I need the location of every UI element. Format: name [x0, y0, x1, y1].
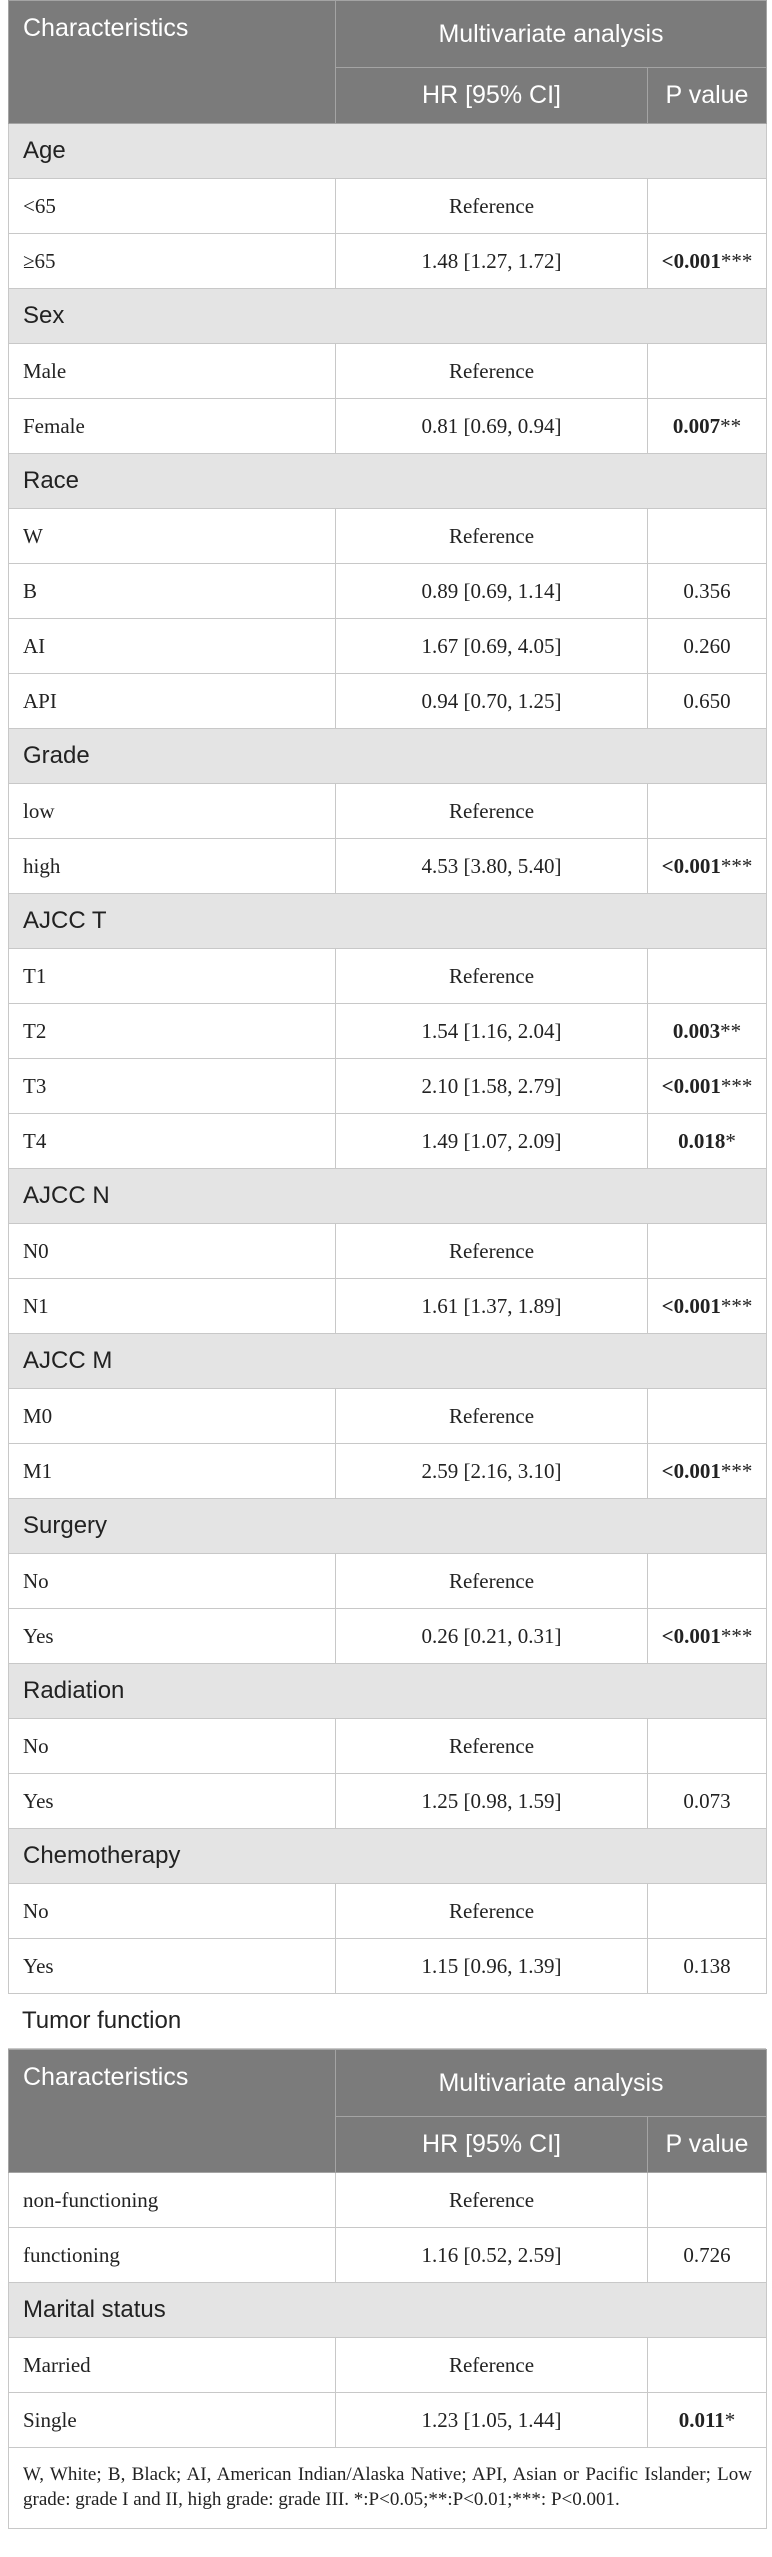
p-value-cell [648, 1554, 767, 1609]
row-label: M1 [9, 1444, 336, 1499]
row-label: T1 [9, 949, 336, 1004]
hazard-ratio-cell: 1.23 [1.05, 1.44] [336, 2393, 648, 2448]
p-value-cell [648, 1939, 767, 1994]
p-value-cell [648, 1059, 767, 1114]
row-label: Yes [9, 1774, 336, 1829]
row-label: B [9, 564, 336, 619]
p-value-cell [648, 234, 767, 289]
p-value-cell [648, 1609, 767, 1664]
hazard-ratio-cell: Reference [336, 1884, 648, 1939]
row-label: Yes [9, 1609, 336, 1664]
p-value: 0.356 [683, 578, 731, 603]
row-label: <65 [9, 179, 336, 234]
section-header: Radiation [9, 1664, 767, 1719]
p-value-cell [648, 344, 767, 399]
row-label: non-functioning [9, 2173, 336, 2228]
table-row [9, 564, 767, 619]
table-row [9, 839, 767, 894]
row-label: Yes [9, 1939, 336, 1994]
hazard-ratio-cell: 1.54 [1.16, 2.04] [336, 1004, 648, 1059]
hazard-ratio-cell: Reference [336, 1224, 648, 1279]
row-label: ≥65 [9, 234, 336, 289]
p-value: 0.003 [672, 1018, 721, 1043]
significance-stars: *** [720, 1073, 753, 1098]
table-row [9, 2173, 767, 2228]
p-value: 0.011 [678, 2407, 725, 2432]
hazard-ratio-cell: Reference [336, 784, 648, 839]
p-value-cell [648, 784, 767, 839]
section-row [9, 124, 767, 179]
p-value-cell [648, 949, 767, 1004]
row-label: high [9, 839, 336, 894]
p-value-cell [648, 1774, 767, 1829]
p-value-cell [648, 2228, 767, 2283]
table-row [9, 674, 767, 729]
header-multivariate: Multivariate analysis [336, 1, 767, 68]
significance-stars: *** [720, 1623, 753, 1648]
significance-stars: *** [720, 248, 753, 273]
p-value-cell [648, 399, 767, 454]
header-hr: HR [95% CI] [336, 68, 648, 124]
multivariate-table-1 [8, 0, 767, 1994]
section-header: AJCC N [9, 1169, 767, 1224]
significance-stars: * [725, 1128, 736, 1153]
hazard-ratio-cell: Reference [336, 344, 648, 399]
row-label: Married [9, 2338, 336, 2393]
section-row [9, 894, 767, 949]
row-label: Single [9, 2393, 336, 2448]
table-row [9, 1004, 767, 1059]
table-row [9, 784, 767, 839]
p-value-cell [648, 2338, 767, 2393]
hazard-ratio-cell: Reference [336, 2173, 648, 2228]
row-label: T3 [9, 1059, 336, 1114]
hazard-ratio-cell: 2.59 [2.16, 3.10] [336, 1444, 648, 1499]
row-label: T2 [9, 1004, 336, 1059]
p-value: <0.001 [661, 1458, 721, 1483]
section-header: AJCC T [9, 894, 767, 949]
section-row [9, 289, 767, 344]
row-label: Female [9, 399, 336, 454]
section-row [9, 729, 767, 784]
hazard-ratio-cell: 1.25 [0.98, 1.59] [336, 1774, 648, 1829]
hazard-ratio-cell: 1.49 [1.07, 2.09] [336, 1114, 648, 1169]
row-label: M0 [9, 1389, 336, 1444]
table-body-1 [9, 124, 767, 1994]
hazard-ratio-cell: Reference [336, 509, 648, 564]
section-header: Marital status [9, 2283, 767, 2338]
p-value-cell [648, 619, 767, 674]
p-value: 0.138 [683, 1953, 731, 1978]
row-label: No [9, 1884, 336, 1939]
section-header: Grade [9, 729, 767, 784]
p-value: 0.018 [678, 1128, 726, 1153]
section-header: AJCC M [9, 1334, 767, 1389]
hazard-ratio-cell: Reference [336, 1719, 648, 1774]
table-row [9, 1114, 767, 1169]
p-value: 0.650 [683, 688, 731, 713]
header-hr-2: HR [95% CI] [336, 2117, 648, 2173]
significance-stars: *** [720, 1293, 753, 1318]
table-row [9, 509, 767, 564]
section-header: Age [9, 124, 767, 179]
table-row [9, 399, 767, 454]
header-pvalue: P value [648, 68, 767, 124]
section-row [9, 454, 767, 509]
table-row [9, 1719, 767, 1774]
header-pvalue-2: P value [648, 2117, 767, 2173]
table-row [9, 619, 767, 674]
table-row [9, 2338, 767, 2393]
p-value: 0.260 [683, 633, 731, 658]
p-value-cell [648, 2173, 767, 2228]
table-row [9, 234, 767, 289]
table-row [9, 1939, 767, 1994]
section-header: Chemotherapy [9, 1829, 767, 1884]
p-value-cell [648, 1224, 767, 1279]
hazard-ratio-cell: Reference [336, 2338, 648, 2393]
table-row [9, 2228, 767, 2283]
table-row [9, 344, 767, 399]
hazard-ratio-cell: 0.89 [0.69, 1.14] [336, 564, 648, 619]
p-value: 0.007 [672, 413, 721, 438]
significance-stars: *** [720, 1458, 753, 1483]
table-row [9, 1224, 767, 1279]
p-value-cell [648, 1719, 767, 1774]
p-value-cell [648, 1444, 767, 1499]
p-value-cell [648, 1004, 767, 1059]
row-label: W [9, 509, 336, 564]
p-value-cell [648, 1279, 767, 1334]
row-label: Male [9, 344, 336, 399]
p-value-cell [648, 1114, 767, 1169]
hazard-ratio-cell: 1.15 [0.96, 1.39] [336, 1939, 648, 1994]
section-row [9, 2283, 767, 2338]
p-value: <0.001 [661, 248, 721, 273]
p-value-cell [648, 1884, 767, 1939]
table-row [9, 949, 767, 1004]
section-header: Race [9, 454, 767, 509]
significance-stars: * [724, 2407, 736, 2432]
p-value-cell [648, 1389, 767, 1444]
hazard-ratio-cell: 0.81 [0.69, 0.94] [336, 399, 648, 454]
significance-stars: ** [720, 1018, 742, 1043]
row-label: low [9, 784, 336, 839]
p-value: 0.726 [683, 2242, 731, 2267]
row-label: AI [9, 619, 336, 674]
section-row [9, 1169, 767, 1224]
significance-stars: *** [720, 853, 753, 878]
table-row [9, 1774, 767, 1829]
hazard-ratio-cell: 2.10 [1.58, 2.79] [336, 1059, 648, 1114]
p-value: <0.001 [661, 853, 721, 878]
table-row [9, 1279, 767, 1334]
hazard-ratio-cell: Reference [336, 1554, 648, 1609]
hazard-ratio-cell: 1.16 [0.52, 2.59] [336, 2228, 648, 2283]
hazard-ratio-cell: Reference [336, 1389, 648, 1444]
results-table-page [8, 0, 766, 2529]
multivariate-table-2 [8, 2049, 767, 2529]
table-body-2 [9, 2173, 767, 2448]
table-row [9, 1609, 767, 1664]
p-value-cell [648, 839, 767, 894]
p-value: <0.001 [661, 1293, 721, 1318]
hazard-ratio-cell: 0.26 [0.21, 0.31] [336, 1609, 648, 1664]
table-row [9, 1444, 767, 1499]
row-label: N1 [9, 1279, 336, 1334]
section-row [9, 1334, 767, 1389]
p-value-cell [648, 179, 767, 234]
hazard-ratio-cell: 4.53 [3.80, 5.40] [336, 839, 648, 894]
hazard-ratio-cell: 1.67 [0.69, 4.05] [336, 619, 648, 674]
section-row [9, 1499, 767, 1554]
header-multivariate-2: Multivariate analysis [336, 2050, 767, 2117]
table-row [9, 1389, 767, 1444]
row-label: functioning [9, 2228, 336, 2283]
significance-stars: ** [720, 413, 742, 438]
p-value-cell [648, 509, 767, 564]
section-row [9, 1829, 767, 1884]
table-footnote: W, White; B, Black; AI, American Indian/Alaska Native; API, Asian or Pacific Islander; Low grade: grade I and II, high grade: grade III. *:P<0.05;**:P<0.01;***: P<0.001. [9, 2448, 767, 2529]
row-label: No [9, 1554, 336, 1609]
hazard-ratio-cell: 1.48 [1.27, 1.72] [336, 234, 648, 289]
row-label: T4 [9, 1114, 336, 1169]
hazard-ratio-cell: 1.61 [1.37, 1.89] [336, 1279, 648, 1334]
section-row [9, 1664, 767, 1719]
p-value-cell [648, 2393, 767, 2448]
hazard-ratio-cell: Reference [336, 179, 648, 234]
row-label: No [9, 1719, 336, 1774]
header-characteristics-2: Characteristics [9, 2050, 336, 2173]
section-header: Surgery [9, 1499, 767, 1554]
p-value: <0.001 [661, 1073, 721, 1098]
section-header-tumor-function: Tumor function [8, 1994, 766, 2049]
table-row [9, 2393, 767, 2448]
table-row [9, 1884, 767, 1939]
hazard-ratio-cell: 0.94 [0.70, 1.25] [336, 674, 648, 729]
p-value-cell [648, 564, 767, 619]
p-value: <0.001 [661, 1623, 721, 1648]
p-value: 0.073 [683, 1788, 731, 1813]
table-row [9, 179, 767, 234]
p-value-cell [648, 674, 767, 729]
hazard-ratio-cell: Reference [336, 949, 648, 1004]
row-label: API [9, 674, 336, 729]
row-label: N0 [9, 1224, 336, 1279]
table-row [9, 1059, 767, 1114]
header-characteristics: Characteristics [9, 1, 336, 124]
table-row [9, 1554, 767, 1609]
section-header: Sex [9, 289, 767, 344]
